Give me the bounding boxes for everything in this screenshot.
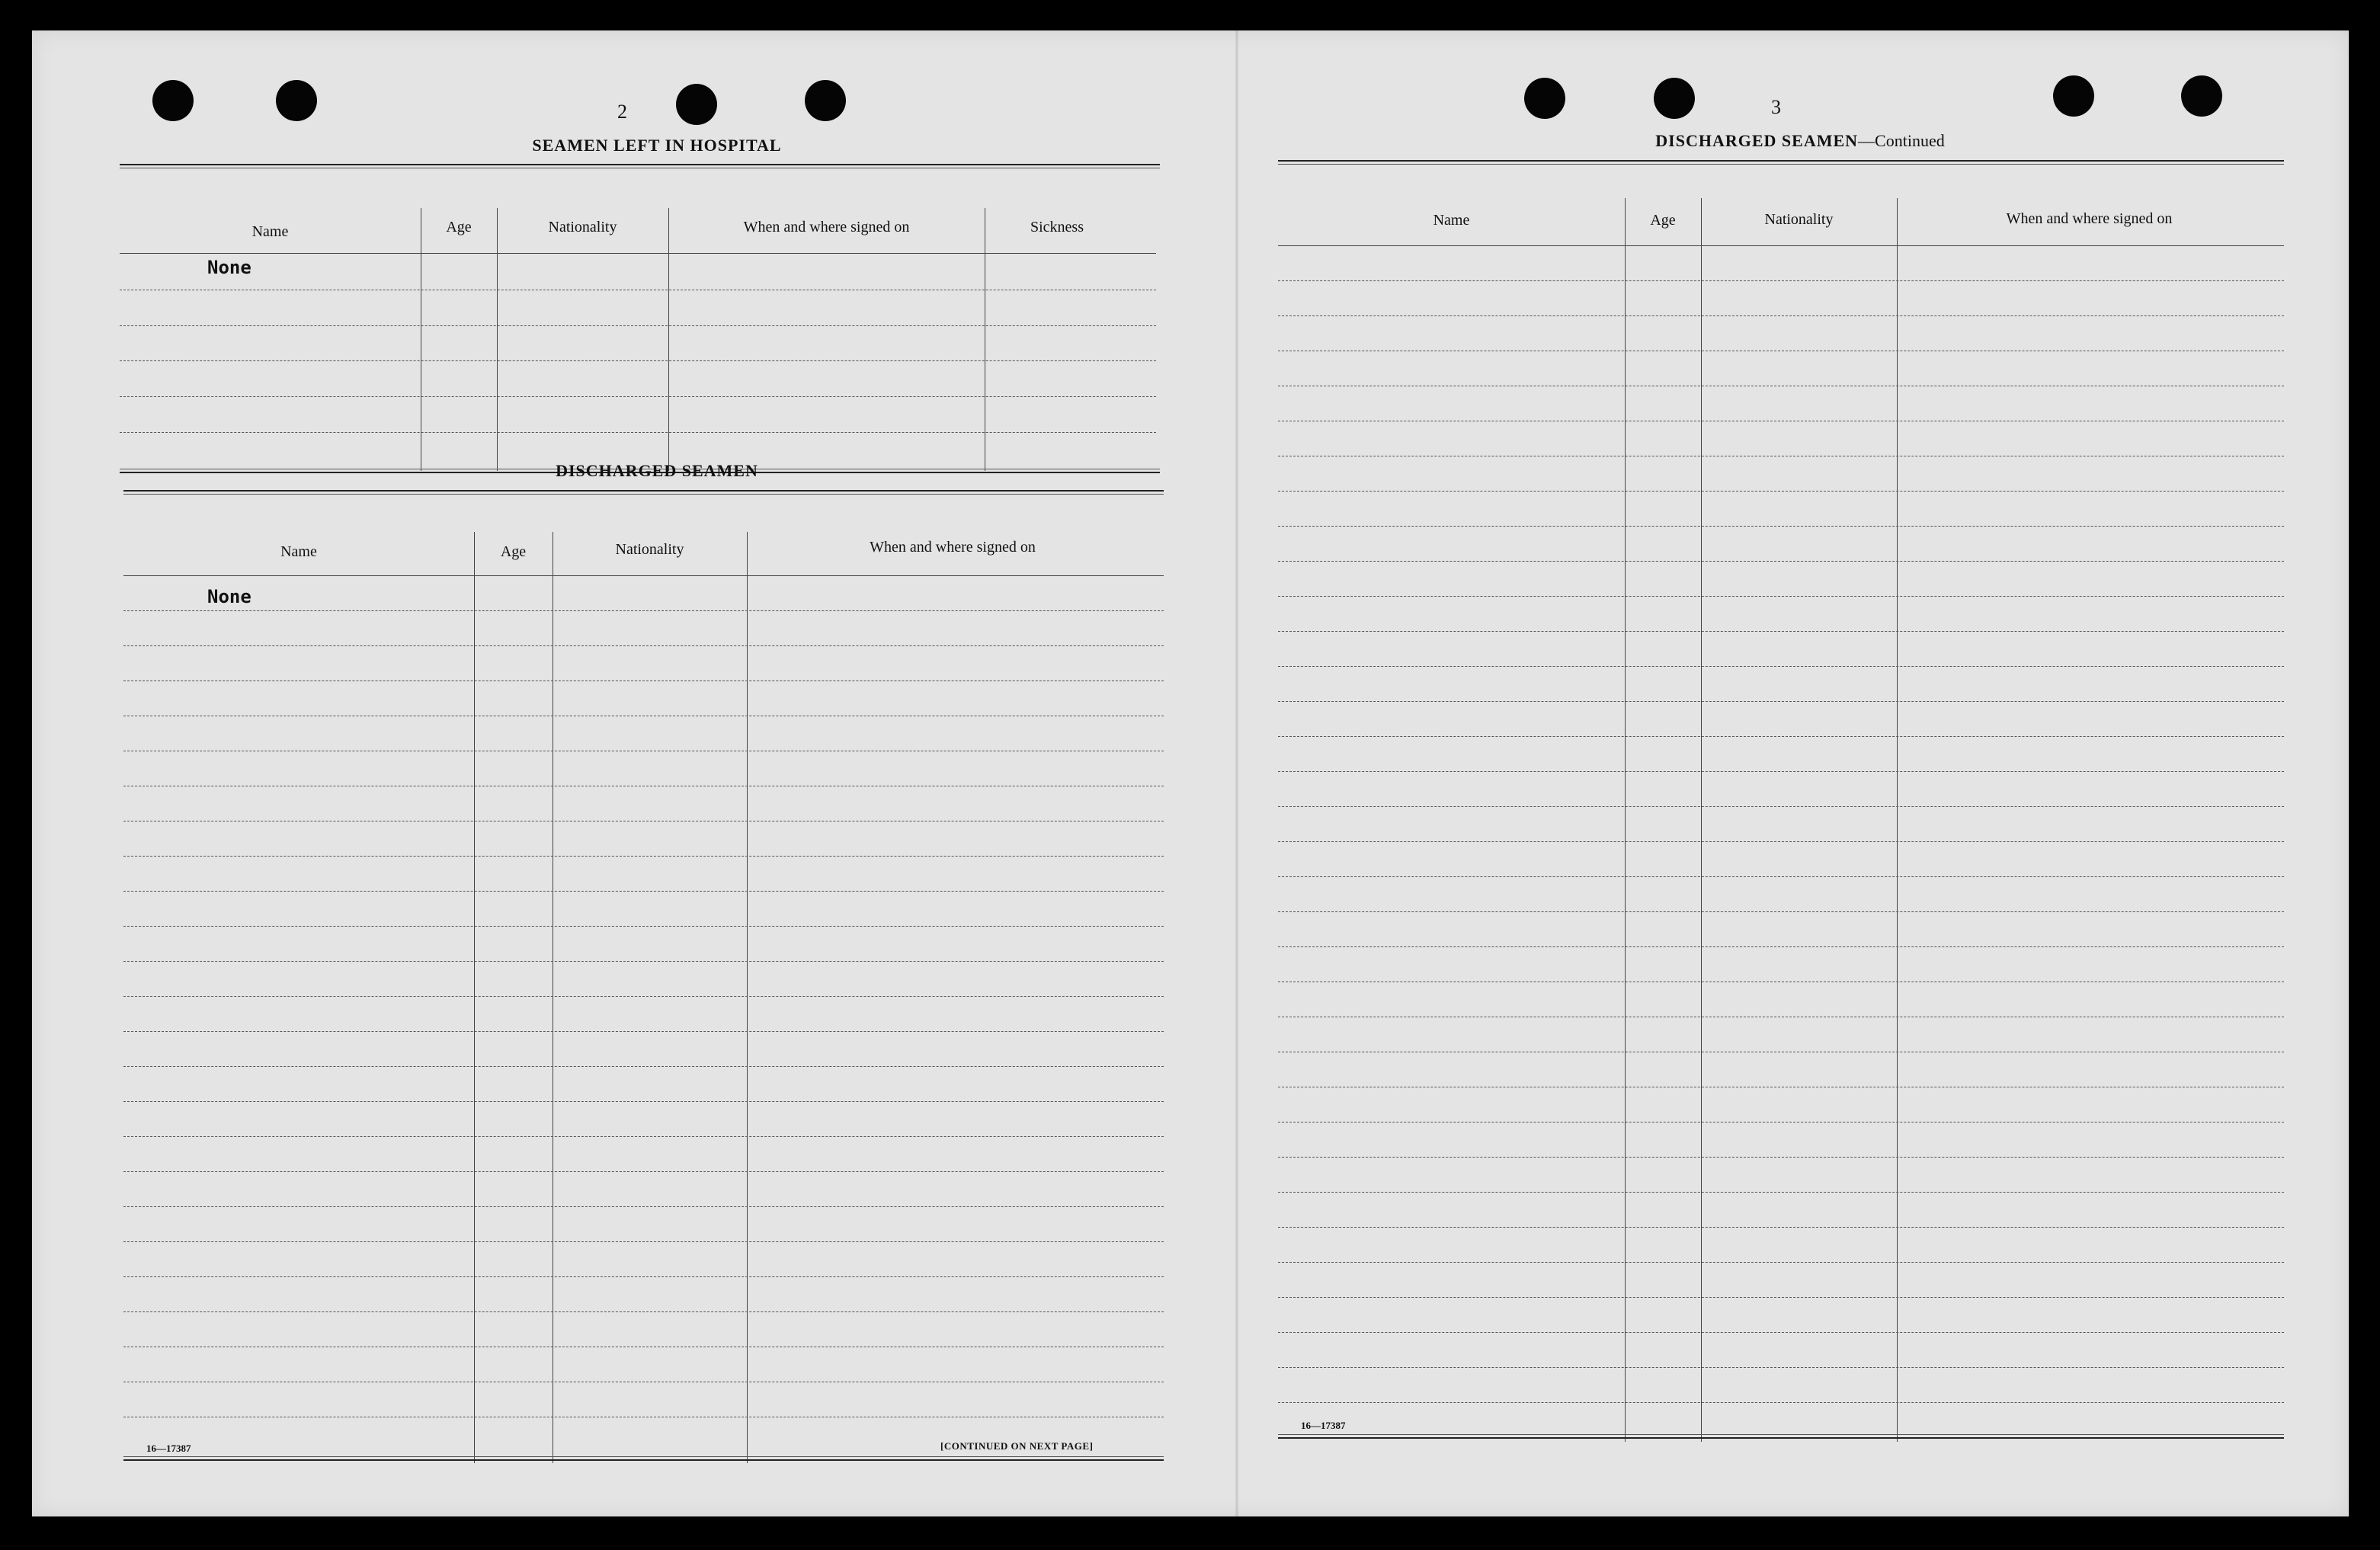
row-rule <box>1278 526 2284 527</box>
row-rule <box>1278 771 2284 772</box>
row-rule <box>1278 806 2284 807</box>
row-rule <box>1278 280 2284 281</box>
row-rule <box>123 1311 1164 1312</box>
header-rule <box>123 575 1164 576</box>
form-number: 16—17387 <box>1301 1420 1346 1431</box>
column-header: When and where signed on <box>2006 210 2173 227</box>
header-rule <box>1278 245 2284 246</box>
punch-hole <box>152 80 194 121</box>
row-rule <box>123 1066 1164 1067</box>
column-divider <box>747 532 748 1463</box>
row-rule <box>123 926 1164 927</box>
row-rule <box>123 1276 1164 1277</box>
discharged-table-title: DISCHARGED SEAMEN <box>556 461 758 480</box>
row-rule <box>1278 1262 2284 1263</box>
column-header: Age <box>500 543 527 560</box>
page-number: 3 <box>1771 96 1781 118</box>
row-rule <box>1278 1227 2284 1228</box>
row-rule <box>1278 701 2284 702</box>
discharged-table <box>123 490 1164 1469</box>
punch-hole <box>1524 78 1565 119</box>
row-rule <box>123 1101 1164 1102</box>
column-header: Name <box>1433 212 1470 229</box>
page-number: 2 <box>617 101 627 123</box>
row-rule <box>1278 841 2284 842</box>
row-rule <box>1278 491 2284 492</box>
row-rule <box>1278 1297 2284 1298</box>
row-rule <box>123 891 1164 892</box>
entry-text: None <box>207 586 251 607</box>
row-rule <box>120 432 1156 433</box>
row-rule <box>120 396 1156 397</box>
column-header: Nationality <box>548 219 617 235</box>
punch-hole <box>805 80 846 121</box>
page-fold <box>1235 30 1238 1516</box>
row-rule <box>1278 315 2284 316</box>
discharged-continued-table <box>1278 160 2284 1448</box>
column-divider <box>474 532 475 1463</box>
row-rule <box>1278 1367 2284 1368</box>
row-rule <box>1278 1332 2284 1333</box>
column-divider <box>1701 198 1702 1442</box>
row-rule <box>123 961 1164 962</box>
row-rule <box>123 996 1164 997</box>
table-top-rule <box>1278 160 2284 165</box>
row-rule <box>1278 876 2284 877</box>
punch-hole <box>2053 75 2094 117</box>
continued-note: [CONTINUED ON NEXT PAGE] <box>940 1440 1094 1452</box>
row-rule <box>1278 736 2284 737</box>
punch-hole <box>676 84 717 125</box>
row-rule <box>123 1241 1164 1242</box>
row-rule <box>120 325 1156 326</box>
row-rule <box>1278 596 2284 597</box>
header-rule <box>120 253 1156 254</box>
column-header: Nationality <box>1764 211 1834 228</box>
row-rule <box>1278 1402 2284 1403</box>
row-rule <box>123 1031 1164 1032</box>
row-rule <box>1278 946 2284 947</box>
row-rule <box>123 1206 1164 1207</box>
column-header: When and where signed on <box>870 539 1036 556</box>
row-rule <box>1278 666 2284 667</box>
continued-table-title-main: DISCHARGED SEAMEN <box>1655 131 1859 150</box>
table-bottom-rule <box>123 1456 1164 1461</box>
document-sheet <box>32 30 2349 1516</box>
continued-table-title <box>1549 131 2052 151</box>
table-top-rule <box>120 164 1160 168</box>
row-rule <box>1278 1192 2284 1193</box>
hospital-table <box>120 164 1160 475</box>
row-rule <box>1278 631 2284 632</box>
column-divider <box>1625 198 1626 1442</box>
entry-text: None <box>207 257 251 278</box>
row-rule <box>123 856 1164 857</box>
column-header: Name <box>280 543 317 560</box>
column-header: Name <box>251 223 289 240</box>
table-bottom-rule <box>1278 1434 2284 1439</box>
row-rule <box>123 610 1164 611</box>
punch-hole <box>276 80 317 121</box>
column-header: When and where signed on <box>743 219 910 235</box>
table-top-rule <box>123 490 1164 495</box>
column-header: Age <box>446 219 472 235</box>
hospital-table-title: SEAMEN LEFT IN HOSPITAL <box>532 136 782 155</box>
column-header: Nationality <box>615 541 684 558</box>
form-number: 16—17387 <box>146 1443 191 1454</box>
row-rule <box>123 1136 1164 1137</box>
punch-hole <box>2181 75 2222 117</box>
row-rule <box>1278 561 2284 562</box>
row-rule <box>123 645 1164 646</box>
row-rule <box>1278 1157 2284 1158</box>
column-header: Sickness <box>1030 219 1084 235</box>
column-divider <box>1897 198 1898 1442</box>
row-rule <box>1278 911 2284 912</box>
column-header: Age <box>1650 212 1676 229</box>
row-rule <box>123 1171 1164 1172</box>
continued-table-title-suffix: —Continued <box>1858 131 1945 150</box>
punch-hole <box>1654 78 1695 119</box>
row-rule <box>120 360 1156 361</box>
